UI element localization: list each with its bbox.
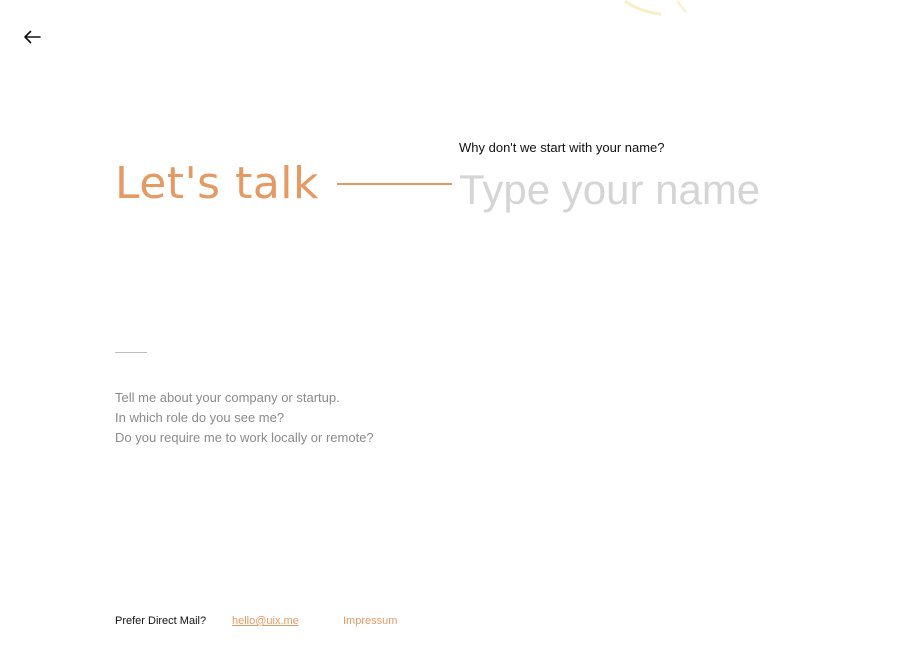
arrow-left-icon <box>23 30 41 44</box>
title-connector-line <box>337 183 452 185</box>
prompt-item-location: Do you require me to work locally or remote? <box>115 430 374 445</box>
section-divider <box>115 352 147 353</box>
decorative-swirl-icon <box>620 0 700 22</box>
prompt-list <box>115 388 374 448</box>
name-input[interactable] <box>459 164 889 216</box>
prompt-item-company: Tell me about your company or startup. <box>115 390 340 405</box>
page-title: Let's talk <box>115 158 319 209</box>
name-question-label: Why don't we start with your name? <box>459 140 665 155</box>
direct-mail-label: Prefer Direct Mail? <box>115 615 207 627</box>
prompt-item-role: In which role do you see me? <box>115 410 285 425</box>
impressum-link[interactable]: Impressum <box>343 615 398 627</box>
back-button[interactable] <box>18 24 46 50</box>
email-link[interactable]: hello@uix.me <box>232 615 299 627</box>
